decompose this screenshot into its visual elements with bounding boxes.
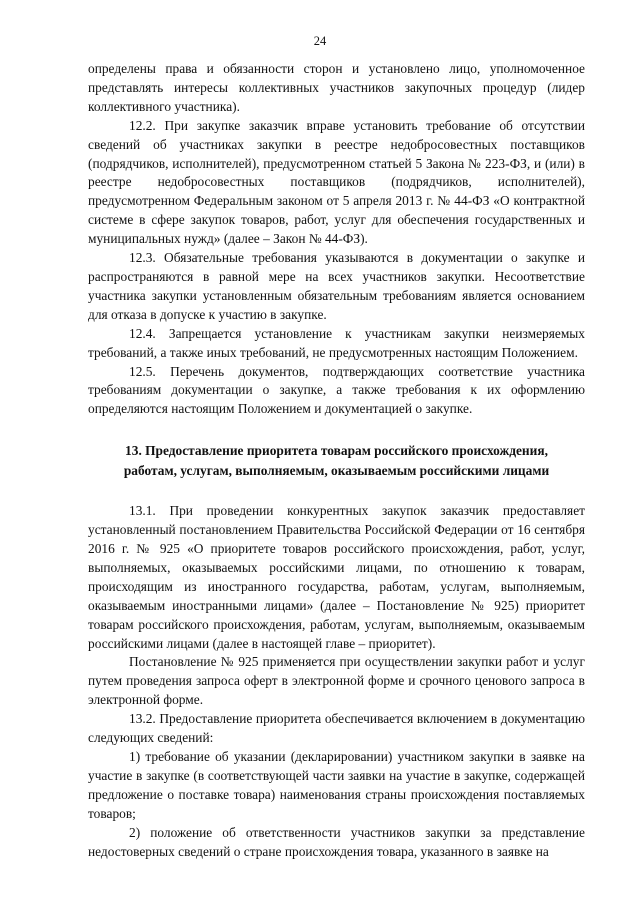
paragraph-12-5: 12.5. Перечень документов, подтверждающих соответствие участника требованиям документации о закупке, а также требования к их оформлению определяются настоящим Положением и документацией о закупке. bbox=[88, 363, 585, 417]
page-number: 24 bbox=[313, 34, 327, 48]
list-item-2: 2) положение об ответственности участников закупки за представление недостоверных сведений о стране происхождения товара, указанного в заявке на bbox=[88, 824, 585, 859]
list-item-1: 1) требование об указании (декларировании) участником закупки в заявке на участие в закупке (в соответствующей части заявки на участие в закупке, содержащей предложение о поставке товара) наименования страны происхождения поставляемых товаров; bbox=[88, 749, 585, 821]
paragraph-13-2: 13.2. Предоставление приоритета обеспечивается включением в документацию следующих сведений: bbox=[88, 711, 585, 746]
section-13-heading bbox=[88, 441, 585, 480]
paragraph-12-4: 12.4. Запрещается установление к участникам закупки неизмеряемых требований, а также иных требований, не предусмотренных настоящим Положением. bbox=[88, 325, 585, 360]
paragraph-postanovlenie: Постановление № 925 применяется при осуществлении закупки работ и услуг путем проведения запроса оферт в электронной форме и срочного ценового запроса в электронной форме. bbox=[88, 654, 585, 708]
section-heading-line-2: работам, услугам, выполняемым, оказываемым российскими лицами bbox=[123, 462, 550, 478]
section-heading-line-1: 13. Предоставление приоритета товарам российского происхождения, bbox=[125, 443, 548, 459]
paragraph-12-3: 12.3. Обязательные требования указываются в документации о закупке и распространяются в равной мере на всех участников закупки. Несоответствие участника закупки установленным обязательным требованиям является основанием для отказа в допуске к участию в закупке. bbox=[88, 250, 585, 322]
paragraph-continuation: определены права и обязанности сторон и установлено лицо, уполномоченное представлять интересы коллективных участников закупочных процедур (лидер коллективного участника). bbox=[88, 61, 585, 114]
paragraph-13-1: 13.1. При проведении конкурентных закупок заказчик предоставляет установленный постановлением Правительства Российской Федерации от 16 сентября 2016 г. № 925 «О приоритете товаров российского происхождения, работ, услуг, выполняемых, оказываемых российскими лицами, по отношению к товарам, происходящим из иностранного государства, работам, услугам, выполняемым, оказываемым иностранными лицами» (далее – Постановление № 925) приоритет товарам российского происхождения, работам, услугам, выполняемым, оказываемым российскими лицами (далее в настоящей главе – приоритет). bbox=[88, 503, 585, 651]
paragraph-12-2: 12.2. При закупке заказчик вправе установить требование об отсутствии сведений об участниках закупки в реестре недобросовестных поставщиков (подрядчиков, исполнителей), предусмотренном статьей 5 Закона № 223-ФЗ, и (или) в реестре недобросовестных поставщиков (подрядчиков, исполнителей), предусмотренном Федеральным законом от 5 апреля 2013 г. № 44-ФЗ «О контрактной системе в сфере закупок товаров, работ, услуг для обеспечения государственных и муниципальных нужд» (далее – Закон № 44-ФЗ). bbox=[88, 117, 585, 247]
document-body bbox=[88, 60, 585, 861]
